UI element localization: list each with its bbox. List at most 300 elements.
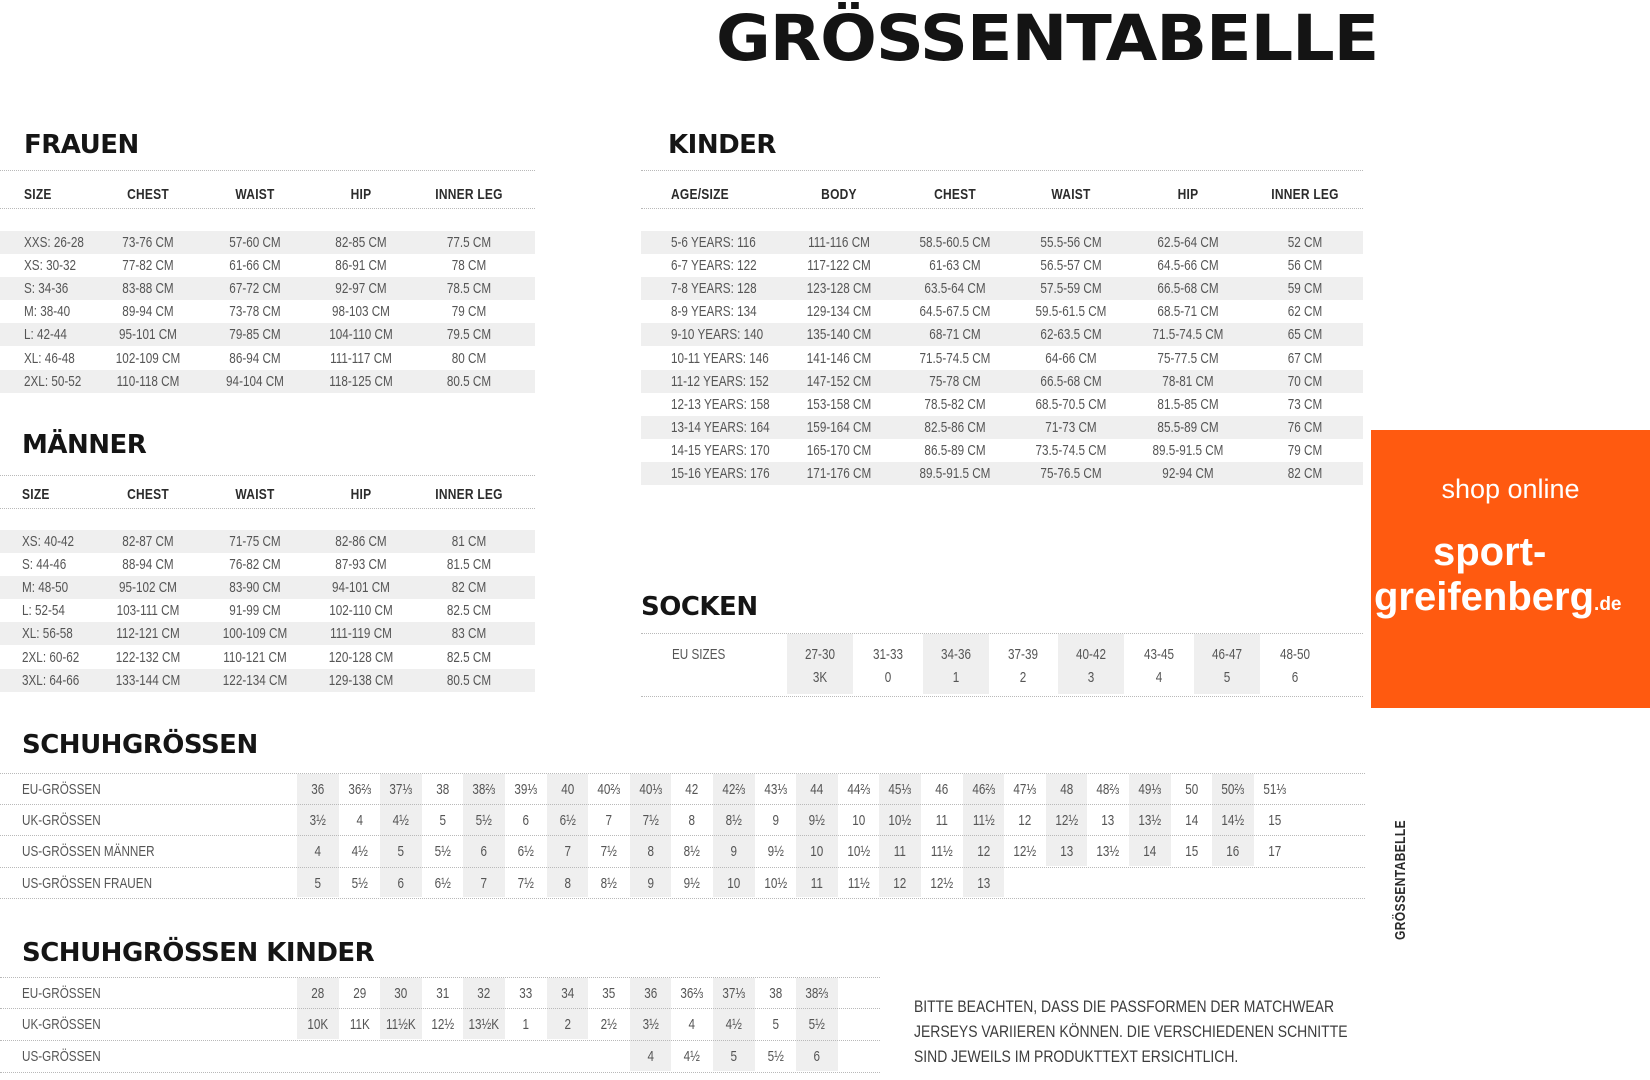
shoe-row-label: UK-GRÖSSEN [22, 812, 101, 829]
socken-label: EU SIZES [672, 646, 726, 663]
shoe-size-cell: 3½ [642, 1016, 659, 1033]
shoe-size-cell: 14 [1143, 843, 1157, 860]
divider [0, 867, 1365, 868]
shoe-size-cell: 11 [810, 875, 824, 892]
table-cell: 103-111 CM [116, 602, 180, 620]
sock-uk-size: 2 [1020, 669, 1027, 686]
shoe-size-cell: 11K [349, 1016, 370, 1033]
table-cell: 71-73 CM [1045, 418, 1097, 436]
table-cell: 2XL: 50-52 [24, 372, 82, 390]
table-cell: 3XL: 64-66 [22, 671, 80, 689]
shoe-size-cell: 14 [1184, 812, 1198, 829]
shoe-size-cell: 4½ [392, 812, 410, 829]
shoe-size-cell: 9 [647, 875, 654, 892]
column-header: CHEST [934, 186, 976, 203]
table-cell: 79.5 CM [446, 326, 492, 344]
sock-eu-size: 43-45 [1144, 646, 1174, 663]
shoe-size-cell: 5½ [476, 812, 493, 829]
shoe-size-cell: 45⅓ [888, 781, 912, 798]
table-cell: 62.5-64 CM [1157, 234, 1219, 251]
table-cell: 79 CM [1287, 441, 1323, 459]
shoe-size-cell: 12 [1018, 812, 1032, 829]
shoe-size-cell: 5 [397, 843, 405, 860]
divider [0, 208, 535, 209]
table-cell: 91-99 CM [229, 602, 281, 620]
table-cell: 78-81 CM [1162, 372, 1214, 390]
table-cell: 71-75 CM [229, 533, 281, 550]
table-cell: 82-85 CM [335, 234, 387, 251]
table-cell: 82 CM [1287, 465, 1323, 482]
table-cell: M: 38-40 [24, 303, 71, 321]
shoe-size-cell: 50⅔ [1221, 781, 1245, 798]
shoe-size-cell: 1 [522, 1016, 530, 1033]
shoe-size-cell: 5 [439, 812, 446, 829]
table-cell: 88-94 CM [122, 556, 174, 574]
table-cell: 77-82 CM [122, 257, 174, 275]
shoe-size-cell: 49⅓ [1138, 781, 1162, 798]
shoe-size-cell: 46⅔ [971, 781, 995, 798]
column-header: SIZE [22, 486, 50, 503]
shoe-size-cell: 6 [522, 812, 530, 829]
table-cell: 71.5-74.5 CM [1152, 326, 1224, 344]
shoe-size-cell: 8½ [725, 812, 742, 829]
shoe-size-cell: 12½ [1013, 843, 1037, 860]
divider [0, 977, 880, 978]
shoe-row-label: US-GRÖSSEN FRAUEN [22, 875, 153, 892]
shoe-size-cell: 48 [1060, 781, 1074, 798]
shoe-size-cell: 51⅓ [1263, 781, 1286, 798]
shoe-size-cell: 8 [564, 875, 571, 892]
shoe-size-cell: 13 [976, 875, 990, 892]
shoe-size-cell: 12½ [930, 875, 954, 892]
table-cell: 82.5 CM [446, 602, 492, 620]
sock-eu-size: 48-50 [1279, 646, 1310, 663]
table-cell: 82-86 CM [335, 533, 387, 550]
table-cell: 86-91 CM [335, 257, 387, 275]
divider [0, 835, 1365, 836]
shoe-size-cell: 15 [1268, 812, 1282, 829]
divider [0, 1008, 880, 1009]
table-cell: 68-71 CM [929, 326, 981, 344]
shoe-size-cell: 7 [480, 875, 488, 892]
shoe-size-cell: 13½ [1096, 843, 1120, 860]
table-cell: 89.5-91.5 CM [919, 465, 991, 482]
table-cell: 111-119 CM [330, 625, 392, 643]
shoe-size-cell: 15 [1184, 843, 1198, 860]
table-cell: 12-13 YEARS: 158 [671, 395, 770, 413]
shoe-size-cell: 42 [685, 781, 699, 798]
shoe-size-cell: 5 [730, 1048, 738, 1065]
shoe-size-cell: 11½ [847, 875, 870, 892]
shoe-size-cell: 6½ [559, 812, 576, 829]
table-cell: 64-66 CM [1045, 349, 1097, 367]
sock-eu-size: 31-33 [872, 646, 903, 663]
shoe-size-cell: 36 [311, 781, 325, 798]
table-cell: 59 CM [1287, 280, 1323, 298]
shoe-size-cell: 12 [893, 875, 907, 892]
table-cell: 67-72 CM [229, 280, 281, 298]
table-cell: 7-8 YEARS: 128 [671, 280, 757, 298]
table-cell: 57-60 CM [229, 234, 281, 251]
column-header: INNER LEG [1271, 186, 1339, 203]
shoe-size-cell: 35 [602, 985, 616, 1002]
table-cell: XL: 56-58 [22, 625, 73, 643]
sock-eu-size: 46-47 [1211, 646, 1242, 663]
shoe-size-cell: 11½ [930, 843, 953, 860]
shoe-size-cell: 7½ [642, 812, 659, 829]
table-cell: M: 48-50 [22, 579, 69, 597]
table-cell: 73.5-74.5 CM [1035, 441, 1107, 459]
table-cell: 79-85 CM [229, 326, 281, 344]
sock-uk-size: 4 [1155, 669, 1163, 686]
table-cell: 68.5-70.5 CM [1035, 395, 1107, 413]
shoe-size-cell: 8 [688, 812, 696, 829]
shoe-size-cell: 32 [477, 985, 491, 1002]
shoe-size-cell: 7½ [600, 843, 618, 860]
table-cell: 76 CM [1287, 418, 1323, 436]
shoe-size-cell: 10½ [763, 875, 787, 892]
shoe-size-cell: 28 [311, 985, 325, 1002]
shoe-size-cell: 9½ [767, 843, 784, 860]
column-header: HIP [350, 486, 372, 503]
schuh-kinder-title: SCHUHGRÖSSEN KINDER [22, 938, 375, 968]
divider [0, 508, 535, 509]
divider [641, 170, 1363, 171]
shop-domain-line2 [1374, 575, 1622, 620]
kinder-title: KINDER [668, 130, 776, 160]
shoe-size-cell: 40⅓ [639, 781, 662, 798]
column-header: BODY [821, 186, 857, 203]
shoe-size-cell: 8½ [600, 875, 618, 892]
shop-online-label: shop online [1441, 474, 1580, 504]
sock-uk-size: 0 [884, 669, 892, 686]
shoe-size-cell: 12½ [1055, 812, 1078, 829]
table-cell: S: 44-46 [22, 556, 67, 574]
sock-uk-size: 5 [1223, 669, 1231, 686]
sock-eu-size: 40-42 [1076, 646, 1107, 663]
column-header: HIP [350, 186, 372, 203]
table-cell: 165-170 CM [806, 441, 872, 459]
socken-title: SOCKEN [641, 592, 758, 622]
table-cell: 5-6 YEARS: 116 [671, 234, 756, 251]
shoe-size-cell: 48⅔ [1096, 781, 1120, 798]
sock-eu-size: 27-30 [805, 646, 835, 663]
table-cell: 75-77.5 CM [1157, 349, 1219, 367]
shoe-size-cell: 12 [976, 843, 990, 860]
shoe-size-cell: 9 [772, 812, 779, 829]
shoe-size-cell: 14½ [1221, 812, 1245, 829]
shoe-size-cell: 13½ [1138, 812, 1162, 829]
shoe-size-cell: 10 [810, 843, 824, 860]
table-cell: 94-101 CM [332, 579, 390, 597]
table-cell: 73-76 CM [122, 234, 174, 251]
table-cell: 6-7 YEARS: 122 [671, 257, 757, 275]
shoe-size-cell: 5 [772, 1016, 779, 1033]
shoe-row-label: US-GRÖSSEN [22, 1048, 101, 1065]
table-cell: 159-164 CM [806, 418, 872, 436]
table-cell: XS: 40-42 [22, 533, 75, 550]
shoe-size-cell: 5½ [808, 1016, 826, 1033]
table-cell: 11-12 YEARS: 152 [671, 372, 769, 390]
shoe-size-cell: 34 [560, 985, 574, 1002]
fit-note [914, 994, 1348, 1069]
shoe-size-cell: 38 [768, 985, 782, 1002]
shop-banner[interactable] [1371, 430, 1650, 708]
table-cell: 95-101 CM [119, 326, 177, 344]
shoe-row-label: US-GRÖSSEN MÄNNER [22, 843, 155, 860]
table-cell: 111-116 CM [808, 234, 870, 251]
table-cell: 80.5 CM [446, 671, 492, 689]
shoe-size-cell: 13 [1060, 843, 1074, 860]
table-cell: 65 CM [1287, 326, 1323, 344]
table-cell: 82.5 CM [446, 648, 492, 666]
table-cell: 59.5-61.5 CM [1035, 303, 1107, 321]
shoe-size-cell: 43⅓ [763, 781, 787, 798]
shoe-size-cell: 2½ [600, 1016, 618, 1033]
table-cell: 76-82 CM [229, 556, 281, 574]
table-cell: 118-125 CM [329, 372, 393, 390]
divider [0, 804, 1365, 805]
shoe-size-cell: 40⅔ [597, 781, 621, 798]
table-cell: 67 CM [1287, 349, 1323, 367]
shoe-size-cell: 11 [894, 843, 907, 860]
table-cell: 120-128 CM [328, 648, 394, 666]
column-header: CHEST [127, 186, 169, 203]
table-cell: 112-121 CM [116, 625, 180, 643]
maenner-title: MÄNNER [22, 430, 147, 460]
shoe-size-cell: 44⅔ [847, 781, 870, 798]
sock-uk-size: 6 [1291, 669, 1298, 686]
shoe-size-cell: 9 [730, 843, 738, 860]
shoe-size-cell: 4½ [351, 843, 368, 860]
column-header: WAIST [235, 486, 275, 503]
table-cell: 64.5-66 CM [1157, 257, 1219, 275]
table-cell: 80 CM [451, 349, 487, 367]
table-cell: S: 34-36 [24, 280, 69, 298]
frauen-title: FRAUEN [24, 130, 139, 160]
table-cell: 129-134 CM [806, 303, 872, 321]
table-cell: 56 CM [1287, 257, 1323, 275]
shoe-size-cell: 4½ [684, 1048, 701, 1065]
table-cell: 82 CM [451, 579, 487, 597]
table-cell: 83 CM [451, 625, 487, 643]
table-cell: 81.5 CM [446, 556, 492, 574]
table-cell: 83-90 CM [229, 579, 281, 597]
table-cell: 85.5-89 CM [1157, 418, 1219, 436]
sock-uk-size: 3 [1087, 669, 1095, 686]
divider [0, 1072, 880, 1073]
table-cell: 61-66 CM [229, 257, 281, 275]
table-cell: 135-140 CM [806, 326, 872, 344]
column-header: HIP [1177, 186, 1199, 203]
shoe-size-cell: 46 [935, 781, 949, 798]
column-header: SIZE [24, 186, 52, 203]
table-cell: 58.5-60.5 CM [919, 234, 991, 251]
table-cell: 171-176 CM [806, 465, 872, 482]
table-cell: 64.5-67.5 CM [919, 303, 991, 321]
shoe-size-cell: 6 [480, 843, 488, 860]
shoe-size-cell: 4½ [725, 1016, 742, 1033]
page-title: GRÖSSENTABELLE [716, 2, 1379, 75]
table-cell: 141-146 CM [806, 349, 872, 367]
shoe-size-cell: 10½ [888, 812, 912, 829]
table-cell: 78 CM [451, 257, 487, 275]
shoe-size-cell: 44 [810, 781, 824, 798]
shoe-size-cell: 36 [644, 985, 658, 1002]
table-cell: 73 CM [1287, 395, 1323, 413]
shoe-size-cell: 8 [647, 843, 654, 860]
table-cell: 63.5-64 CM [924, 280, 986, 298]
table-cell: 102-110 CM [329, 602, 393, 620]
note-line: SIND JEWEILS IM PRODUKTTEXT ERSICHTLICH. [914, 1047, 1239, 1066]
table-cell: 92-97 CM [335, 280, 387, 298]
table-cell: 57.5-59 CM [1040, 280, 1102, 298]
divider [641, 696, 1363, 697]
table-cell: 73-78 CM [229, 303, 281, 321]
shoe-size-cell: 33 [519, 985, 533, 1002]
shoe-size-cell: 7 [605, 812, 613, 829]
table-cell: XS: 30-32 [24, 257, 77, 275]
table-cell: 98-103 CM [332, 303, 390, 321]
shoe-size-cell: 2 [564, 1016, 571, 1033]
shoe-size-cell: 12½ [431, 1016, 454, 1033]
table-cell: 81 CM [451, 533, 487, 550]
table-cell: 82-87 CM [122, 533, 174, 550]
shoe-size-cell: 6 [397, 875, 405, 892]
shoe-size-cell: 29 [352, 985, 366, 1002]
sock-eu-size: 37-39 [1008, 646, 1039, 663]
divider [0, 170, 535, 171]
column-header: CHEST [127, 486, 169, 503]
table-cell: 86.5-89 CM [924, 441, 986, 459]
shop-domain-tld: .de [1594, 594, 1622, 615]
table-cell: 71.5-74.5 CM [919, 349, 991, 367]
table-cell: 100-109 CM [222, 625, 288, 643]
shoe-size-cell: 40 [560, 781, 574, 798]
shoe-size-cell: 37⅓ [389, 781, 413, 798]
shoe-size-cell: 7½ [517, 875, 534, 892]
shoe-size-cell: 5½ [767, 1048, 784, 1065]
table-cell: L: 42-44 [24, 326, 67, 344]
shoe-size-cell: 7 [564, 843, 571, 860]
table-cell: 78.5-82 CM [924, 395, 986, 413]
table-cell: 122-134 CM [222, 671, 288, 689]
divider [0, 773, 1365, 774]
table-cell: 79 CM [451, 303, 487, 321]
shoe-size-cell: 5½ [434, 843, 451, 860]
shoe-size-cell: 4 [314, 843, 322, 860]
shoe-size-cell: 11½ [972, 812, 995, 829]
shoe-size-cell: 36⅔ [347, 781, 371, 798]
table-cell: 75-78 CM [929, 372, 981, 390]
table-cell: 9-10 YEARS: 140 [671, 326, 764, 344]
column-header: WAIST [1051, 186, 1091, 203]
shoe-size-cell: 9½ [684, 875, 701, 892]
shoe-size-cell: 4 [688, 1016, 696, 1033]
table-cell: 14-15 YEARS: 170 [671, 441, 770, 459]
table-cell: 89-94 CM [122, 303, 174, 321]
table-cell: 147-152 CM [806, 372, 872, 390]
shoe-row-label: EU-GRÖSSEN [22, 985, 101, 1002]
table-cell: 153-158 CM [806, 395, 872, 413]
table-cell: 56.5-57 CM [1040, 257, 1102, 275]
shoe-size-cell: 4 [356, 812, 363, 829]
schuh-title: SCHUHGRÖSSEN [22, 730, 258, 760]
shoe-size-cell: 3½ [309, 812, 326, 829]
table-cell: 81.5-85 CM [1157, 395, 1219, 413]
column-header: AGE/SIZE [671, 186, 729, 203]
table-cell: 62-63.5 CM [1040, 326, 1102, 344]
table-cell: 86-94 CM [229, 349, 281, 367]
shoe-size-cell: 16 [1226, 843, 1240, 860]
sock-uk-size: 1 [952, 669, 959, 686]
table-cell: 82.5-86 CM [924, 418, 986, 436]
table-cell: 95-102 CM [119, 579, 177, 597]
table-cell: 70 CM [1287, 372, 1323, 390]
table-cell: 75-76.5 CM [1040, 465, 1102, 482]
table-cell: 80.5 CM [446, 372, 492, 390]
shoe-size-cell: 17 [1268, 843, 1282, 860]
shoe-size-cell: 10 [852, 812, 866, 829]
shoe-size-cell: 11 [935, 812, 948, 829]
shoe-size-cell: 4 [647, 1048, 654, 1065]
table-cell: 62 CM [1287, 303, 1323, 321]
shoe-row-label: EU-GRÖSSEN [22, 781, 101, 798]
shoe-size-cell: 42⅔ [722, 781, 746, 798]
shop-domain-line1: sport- [1433, 530, 1547, 574]
shoe-size-cell: 10½ [847, 843, 870, 860]
table-cell: 87-93 CM [335, 556, 387, 574]
shoe-size-cell: 38⅔ [472, 781, 496, 798]
shoe-size-cell: 13 [1101, 812, 1115, 829]
note-line: JERSEYS VARIIEREN KÖNNEN. DIE VERSCHIEDENEN SCHNITTE [914, 1022, 1348, 1041]
table-cell: 94-104 CM [226, 372, 284, 390]
table-cell: 8-9 YEARS: 134 [671, 303, 757, 321]
shoe-size-cell: 10K [307, 1016, 329, 1033]
column-header: WAIST [235, 186, 275, 203]
shoe-size-cell: 9½ [808, 812, 826, 829]
table-cell: 66.5-68 CM [1157, 280, 1219, 298]
column-header: INNER LEG [435, 186, 503, 203]
table-cell: 92-94 CM [1162, 465, 1214, 482]
table-cell: 77.5 CM [446, 234, 492, 251]
divider [0, 475, 535, 476]
shoe-size-cell: 6½ [434, 875, 451, 892]
table-cell: 61-63 CM [929, 257, 981, 275]
shoe-size-cell: 38 [436, 781, 450, 798]
sock-eu-size: 34-36 [940, 646, 971, 663]
shoe-size-cell: 36⅔ [680, 985, 704, 1002]
table-cell: 78.5 CM [446, 280, 492, 298]
shoe-size-cell: 31 [436, 985, 450, 1002]
table-cell: 2XL: 60-62 [22, 648, 80, 666]
divider [0, 898, 1365, 899]
table-cell: 110-118 CM [116, 372, 180, 390]
table-cell: 117-122 CM [807, 257, 871, 275]
shoe-size-cell: 38⅔ [805, 985, 829, 1002]
table-cell: 104-110 CM [329, 326, 393, 344]
shoe-size-cell: 6½ [517, 843, 534, 860]
shoe-size-cell: 5½ [351, 875, 368, 892]
table-cell: 15-16 YEARS: 176 [671, 465, 770, 482]
table-cell: 102-109 CM [115, 349, 181, 367]
table-cell: 123-128 CM [806, 280, 872, 298]
shoe-size-cell: 5 [314, 875, 322, 892]
table-cell: 122-132 CM [115, 648, 181, 666]
table-cell: 111-117 CM [330, 349, 392, 367]
table-cell: XL: 46-48 [24, 349, 75, 367]
note-line: BITTE BEACHTEN, DASS DIE PASSFORMEN DER MATCHWEAR [914, 997, 1335, 1016]
